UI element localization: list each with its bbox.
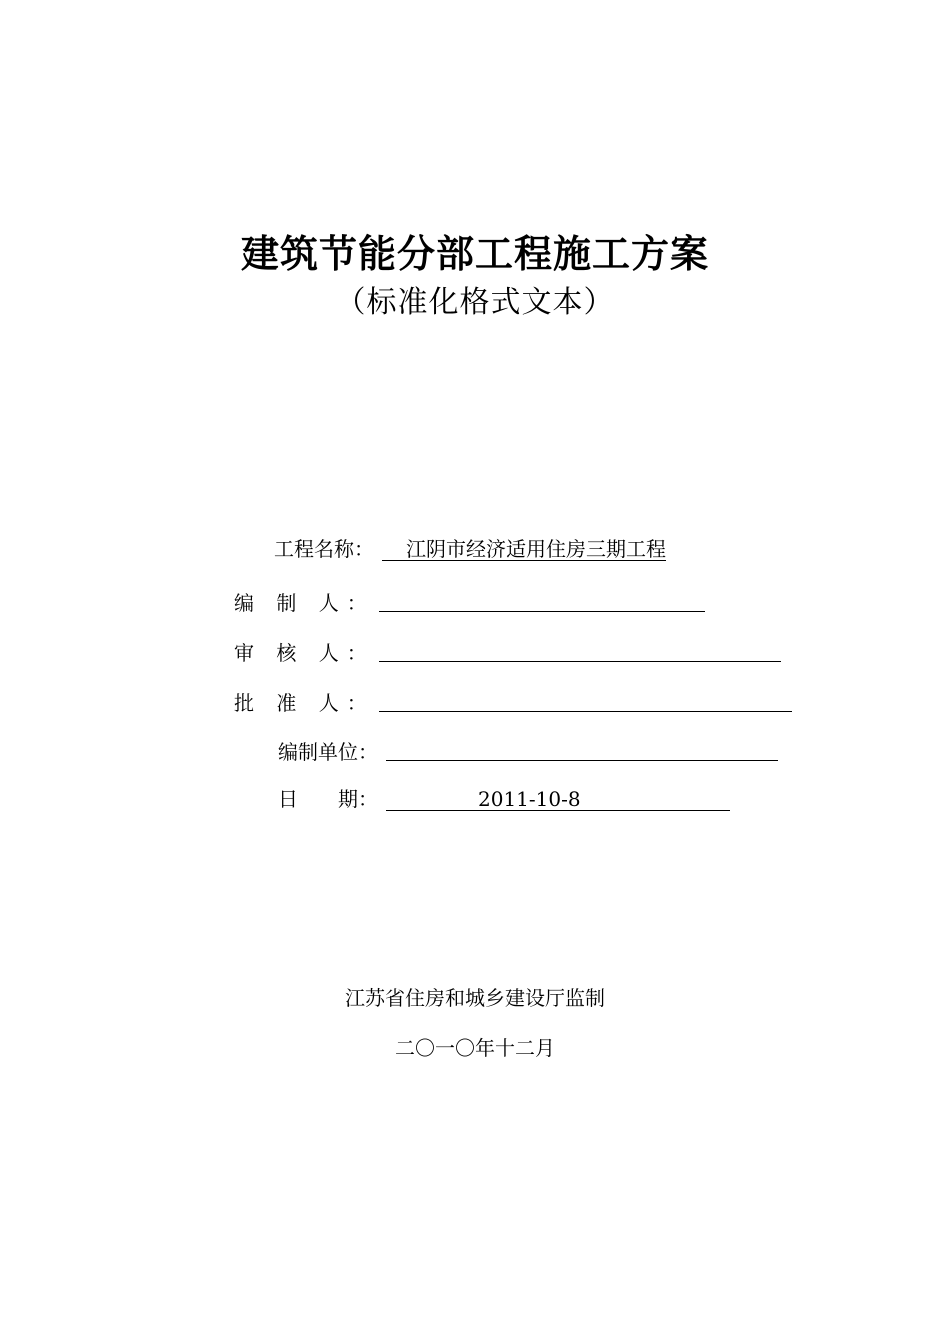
document-title: 建筑节能分部工程施工方案 bbox=[240, 232, 709, 276]
project-name-label: 工程名称： bbox=[274, 537, 374, 561]
compiler-label: 编 制 人： bbox=[234, 591, 375, 615]
approver-row bbox=[234, 685, 792, 717]
issuer-text: 江苏省住房和城乡建设厅监制 bbox=[345, 986, 605, 1010]
compiler-blank-line bbox=[379, 587, 705, 612]
reviewer-blank-line bbox=[379, 637, 781, 662]
reviewer-label: 审 核 人： bbox=[234, 641, 375, 665]
date-label: 日 期： bbox=[278, 787, 378, 811]
issue-date-text: 二〇一〇年十二月 bbox=[395, 1036, 555, 1060]
date-row bbox=[278, 785, 730, 813]
unit-blank-line bbox=[386, 736, 778, 761]
unit-row bbox=[278, 734, 778, 766]
project-name-value: 江阴市经济适用住房三期工程 bbox=[382, 537, 666, 561]
approver-label: 批 准 人： bbox=[234, 691, 375, 715]
project-name-row bbox=[274, 535, 666, 563]
reviewer-row bbox=[234, 635, 781, 667]
date-value: 2011-10-8 bbox=[386, 787, 730, 811]
unit-label: 编制单位： bbox=[278, 740, 378, 764]
document-subtitle: （标准化格式文本） bbox=[335, 285, 615, 320]
compiler-row bbox=[234, 585, 705, 617]
approver-blank-line bbox=[379, 687, 792, 712]
